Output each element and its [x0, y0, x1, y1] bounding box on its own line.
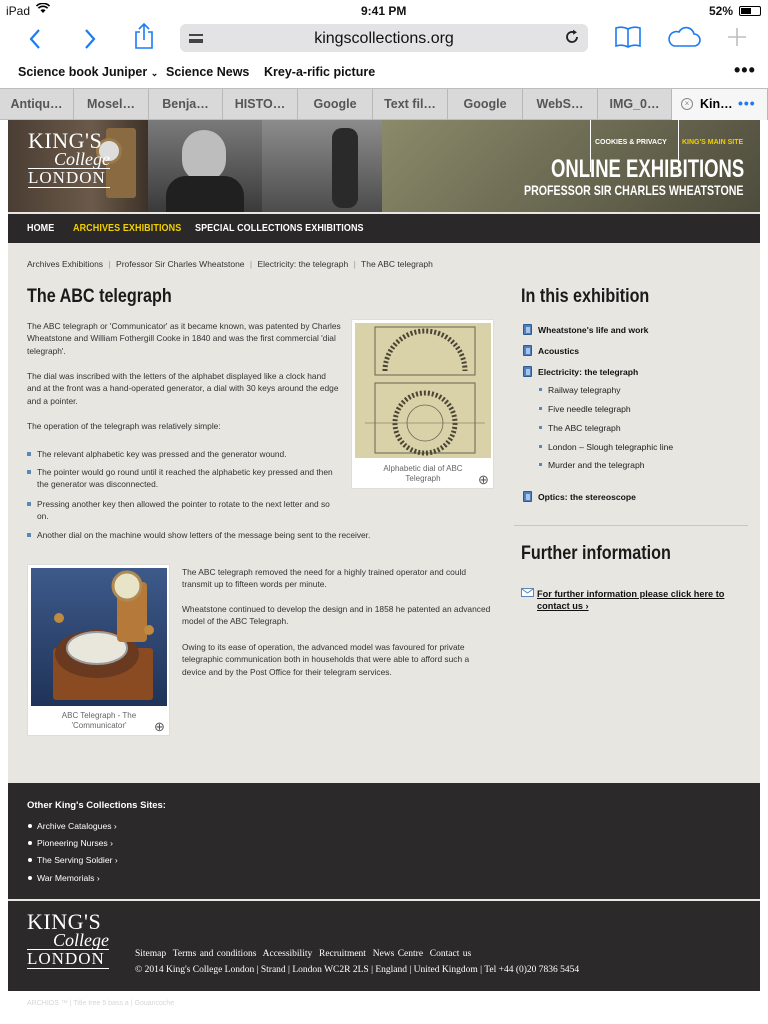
- bookmark-science-news[interactable]: Science News: [166, 65, 250, 79]
- footer-links: [135, 949, 471, 959]
- active-tab-label: Kin…: [700, 97, 733, 111]
- bookmark-science-book[interactable]: Science book Juniper ⌄: [18, 65, 159, 79]
- page-title: The ABC telegraph: [27, 286, 172, 307]
- breadcrumb: Archives Exhibitions | Professor Sir Charles Wheatstone | Electricity: the telegraph | The ABC telegraph: [27, 259, 433, 269]
- figure-caption: Alphabetic dial of ABC Telegraph: [383, 464, 463, 483]
- sidebar-title: In this exhibition: [521, 286, 650, 307]
- communicator-photo: [31, 568, 167, 706]
- icloud-tabs-icon[interactable]: [666, 26, 702, 53]
- book-icon: [523, 366, 532, 377]
- bookmark-picture[interactable]: Krey-a-rific picture: [264, 65, 376, 79]
- sidebar-subitem-current[interactable]: The ABC telegraph: [548, 423, 621, 433]
- tab[interactable]: IMG_0…: [598, 89, 672, 120]
- copyright: © 2014 King's College London | Strand | London WC2R 2LS | England | United Kingdom | Tel +44 (0)20 7836 5454: [135, 965, 580, 975]
- clock: 9:41 PM: [361, 4, 407, 18]
- banner-photo-lab: [262, 120, 382, 212]
- footer-heading: Other King's Collections Sites:: [27, 800, 166, 811]
- sidebar-item-acoustics[interactable]: Acoustics: [538, 346, 580, 356]
- footer-site-link[interactable]: The Serving Soldier ›: [37, 855, 118, 865]
- tab[interactable]: Antiqu…: [0, 89, 74, 120]
- dial-diagram-image: [355, 323, 491, 458]
- footer-link-contact[interactable]: Contact us: [429, 949, 472, 959]
- bullet-item: The pointer would go round until it reached the alphabetic key pressed and then the generator was disconnected.: [37, 466, 337, 491]
- paragraph: Owing to its ease of operation, the advanced model was favoured for private telegraphic communication both in households that were able to afford such a device and by the Post Office for their telegram services.: [182, 642, 470, 677]
- battery-percent: 52%: [709, 4, 734, 18]
- tab[interactable]: Text fil…: [373, 89, 448, 120]
- tab[interactable]: HISTO…: [223, 89, 298, 120]
- reload-icon[interactable]: [564, 29, 580, 50]
- more-bookmarks-icon[interactable]: •••: [734, 60, 756, 80]
- figure-communicator[interactable]: [27, 564, 170, 736]
- tab[interactable]: Mosel…: [74, 89, 149, 120]
- zoom-icon[interactable]: ⊕: [154, 719, 165, 734]
- web-page: [8, 120, 760, 991]
- nav-special-collections[interactable]: SPECIAL COLLECTIONS EXHIBITIONS: [195, 223, 364, 234]
- bullet-item: Pressing another key then allowed the pointer to rotate to the next letter and so on.: [37, 498, 337, 523]
- sidebar-item-optics[interactable]: Optics: the stereoscope: [538, 492, 636, 502]
- tab-more-icon[interactable]: •••: [738, 95, 756, 111]
- sidebar-subitem[interactable]: London – Slough telegraphic line: [548, 442, 674, 452]
- footer-site-link[interactable]: Archive Catalogues ›: [37, 821, 117, 831]
- mail-icon: [521, 588, 534, 597]
- breadcrumb-item[interactable]: Archives Exhibitions: [27, 259, 104, 269]
- paragraph: The ABC telegraph removed the need for a highly trained operator and could transmit up to fifteen words per minute.: [182, 567, 467, 590]
- sidebar-subitem[interactable]: Five needle telegraph: [548, 404, 631, 414]
- zoom-icon[interactable]: ⊕: [478, 472, 489, 487]
- sidebar-item-telegraph[interactable]: Electricity: the telegraph: [538, 367, 639, 377]
- battery-icon: [739, 6, 761, 16]
- sidebar-subitem[interactable]: Murder and the telegraph: [548, 460, 645, 470]
- url-text[interactable]: kingscollections.org: [314, 30, 454, 47]
- paragraph: Wheatstone continued to develop the design and in 1858 he patented an advanced model of the ABC Telegraph.: [182, 604, 491, 627]
- bookmarks-bar: [0, 58, 768, 88]
- browser-toolbar: [0, 22, 768, 58]
- tab-bar: [0, 88, 768, 120]
- sidebar-subitem[interactable]: Railway telegraphy: [548, 385, 621, 395]
- footer-site-link[interactable]: Pioneering Nurses ›: [37, 838, 113, 848]
- banner-subtitle: PROFESSOR SIR CHARLES WHEATSTONE: [524, 182, 744, 198]
- site-banner: [8, 120, 760, 212]
- further-info-title: Further information: [521, 543, 671, 564]
- device-label: iPad: [6, 4, 31, 18]
- faint-footer-text: ARCHIOS ™ | Title tree 5 bass a | Gouancoche: [27, 1000, 175, 1007]
- back-icon[interactable]: [28, 28, 42, 55]
- kings-logo[interactable]: KING'S College LONDON: [28, 128, 110, 187]
- tab-active[interactable]: [672, 89, 768, 120]
- footer-site-link[interactable]: War Memorials ›: [37, 873, 100, 883]
- figure-dial[interactable]: [351, 319, 494, 489]
- status-bar: [0, 0, 768, 22]
- divider: [514, 525, 748, 526]
- nav-archives-exhibitions[interactable]: ARCHIVES EXHIBITIONS: [73, 223, 182, 234]
- footer-link-news[interactable]: News Centre: [372, 949, 424, 959]
- tab[interactable]: WebS…: [523, 89, 598, 120]
- footer-link-accessibility[interactable]: Accessibility: [262, 949, 313, 959]
- figure-caption: ABC Telegraph - The 'Communicator': [61, 711, 137, 730]
- paragraph: The ABC telegraph or 'Communicator' as it became known, was patented by Charles Wheatstone and William Fothergill Cooke in 1840 and was the first commercial 'dial telegraph'.: [27, 321, 341, 356]
- close-tab-icon[interactable]: ×: [681, 98, 693, 110]
- footer-link-recruitment[interactable]: Recruitment: [318, 949, 366, 959]
- forward-icon[interactable]: [83, 28, 97, 55]
- site-footer: [8, 901, 760, 991]
- cookies-privacy-link[interactable]: COOKIES & PRIVACY: [595, 139, 667, 146]
- contact-link[interactable]: For further information please click here to contact us ›: [537, 589, 725, 611]
- book-icon: [523, 345, 532, 356]
- footer-link-sitemap[interactable]: Sitemap: [135, 949, 167, 959]
- kings-main-site-link[interactable]: KING'S MAIN SITE: [682, 139, 744, 146]
- sidebar-item-life-and-work[interactable]: Wheatstone's life and work: [538, 325, 649, 335]
- share-icon[interactable]: [133, 22, 155, 55]
- book-icon: [523, 491, 532, 502]
- bullet-item: The relevant alphabetic key was pressed and the generator wound.: [37, 448, 337, 460]
- address-bar[interactable]: [180, 24, 588, 52]
- wifi-icon: [36, 3, 50, 17]
- bookmarks-icon[interactable]: [614, 25, 642, 54]
- tab[interactable]: Benja…: [149, 89, 223, 120]
- banner-title: ONLINE EXHIBITIONS: [551, 155, 745, 183]
- breadcrumb-item[interactable]: Electricity: the telegraph: [257, 259, 349, 269]
- paragraph: The operation of the telegraph was relatively simple:: [27, 421, 221, 431]
- nav-home[interactable]: HOME: [27, 223, 55, 234]
- book-icon: [523, 324, 532, 335]
- banner-portrait: [148, 120, 262, 212]
- tab[interactable]: Google: [448, 89, 523, 120]
- footer-link-terms[interactable]: Terms and conditions: [172, 949, 257, 959]
- paragraph: The dial was inscribed with the letters of the alphabet displayed like a clock hand and at the front was a hand-operated generator, a dial with 30 keys around the edge and a pointer.: [27, 371, 339, 406]
- new-tab-icon[interactable]: [727, 27, 747, 52]
- bullet-item: Another dial on the machine would show letters of the message being sent to the receiver.: [37, 529, 457, 541]
- other-sites-footer: [8, 783, 760, 899]
- breadcrumb-item[interactable]: Professor Sir Charles Wheatstone: [116, 259, 245, 269]
- footer-kings-logo[interactable]: KING'S College LONDON: [27, 909, 109, 968]
- tab[interactable]: Google: [298, 89, 373, 120]
- main-nav: [8, 214, 760, 243]
- breadcrumb-current: The ABC telegraph: [361, 259, 433, 269]
